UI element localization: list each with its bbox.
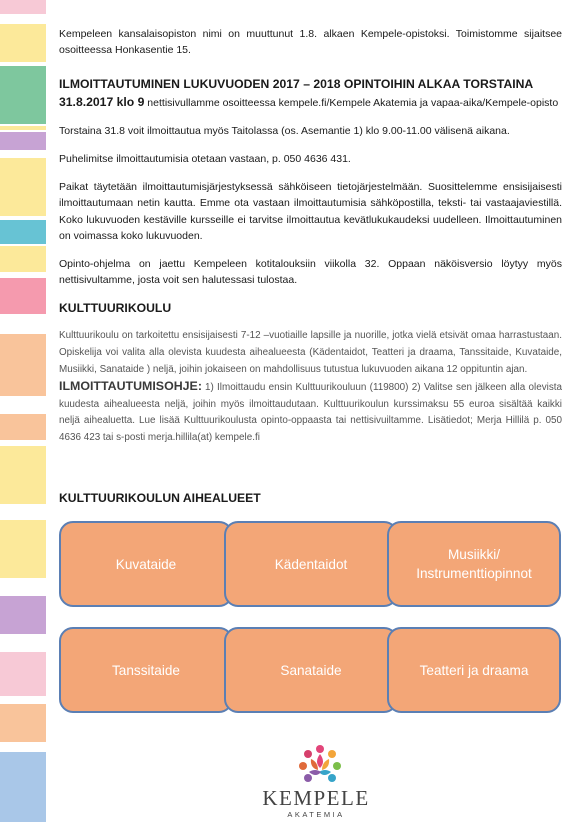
- area-box: Sanataide: [224, 627, 398, 713]
- strip-block: [0, 24, 46, 62]
- registration-url-text: nettisivullamme osoitteessa kempele.fi/Kempele Akatemia ja vapaa-aika/Kempele-opisto: [144, 96, 559, 109]
- programme-paragraph: Opinto-ohjelma on jaettu Kempeleen kotitalouksiin viikolla 32. Oppaan näköisversio löytyy myös nettisivultamme, josta voit sen halutessasi tulostaa.: [59, 258, 562, 287]
- registration-date: 31.8.2017 klo 9: [59, 94, 145, 109]
- instructions-text: 1) Ilmoittaudu ensin Kulttuurikouluun (119800) 2) Valitse sen jälkeen alla olevista kuudesta aihealueesta neljä, joihin myös ilmoittaudutaan. Kulttuurikoulun kurssimaksu 55 euroa sisältää kaikki neljä aihealuetta. Lue lisää Kulttuurikoulusta opinto-oppaasta tai nettisivuiltamme. Lisätiedot; Merja Hillilä p. 050 4636 423 tai s-posti merja.hillila(at) kempele.fi: [59, 382, 562, 443]
- strip-block: [0, 0, 46, 14]
- strip-block: [0, 652, 46, 696]
- registration-date-line: [59, 94, 559, 109]
- taitola-paragraph: Torstaina 31.8 voit ilmoittautua myös Taitolassa (os. Asemantie 1) klo 9.00-11.00 välisenä aikana.: [59, 124, 510, 137]
- instructions-label: ILMOITTAUTUMISOHJE:: [59, 379, 202, 394]
- strip-block: [0, 752, 46, 822]
- strip-block: [0, 132, 46, 150]
- kulttuurikoulu-description: Kulttuurikoulu on tarkoitettu ensisijaisesti 7-12 –vuotiaille lapsille ja nuorille, jotka vielä etsivät omaa harrastustaan. Opiskelija voi valita alla olevista kuudesta aihealueesta (Kädentaidot, Teatteri ja draama, Tanssitaide, Kuvataide, Musiikki, Sanataide ) neljä, joihin jokaiseen on mahdollisuus tutustua lukuvuoden aikana 12 oppituntin ajan.: [59, 330, 562, 375]
- strip-block: [0, 66, 46, 124]
- main-content: [59, 26, 562, 447]
- phone-paragraph: Puhelimitse ilmoittautumisia otetaan vastaan, p. 050 4636 431.: [59, 153, 351, 166]
- strip-block: [0, 246, 46, 272]
- strip-block: [0, 278, 46, 314]
- strip-block: [0, 414, 46, 440]
- strip-block: [0, 126, 46, 130]
- area-box: Kuvataide: [59, 521, 233, 607]
- registration-heading: ILMOITTAUTUMINEN LUKUVUODEN 2017 – 2018 OPINTOIHIN ALKAA TORSTAINA: [59, 77, 534, 92]
- areas-heading: KULTTUURIKOULUN AIHEALUEET: [59, 491, 261, 505]
- logo-name: KEMPELE: [262, 786, 370, 810]
- area-box: Teatteri ja draama: [387, 627, 561, 713]
- strip-block: [0, 704, 46, 742]
- strip-block: [0, 520, 46, 578]
- area-box: Musiikki/ Instrumenttiopinnot: [387, 521, 561, 607]
- strip-block: [0, 158, 46, 216]
- strip-block: [0, 446, 46, 504]
- logo-subtitle: AKATEMIA: [287, 810, 345, 819]
- kulttuurikoulu-heading: KULTTUURIKOULU: [59, 301, 172, 316]
- area-box: Kädentaidot: [224, 521, 398, 607]
- kulttuurikoulu-instructions: [59, 378, 562, 446]
- strip-block: [0, 220, 46, 244]
- decorative-color-strip: [0, 0, 46, 822]
- strip-block: [0, 334, 46, 396]
- intro-paragraph: Kempeleen kansalaisopiston nimi on muuttunut 1.8. alkaen Kempele-opistoksi. Toimistomme sijaitsee osoitteessa Honkasentie 15.: [59, 28, 562, 57]
- strip-block: [0, 596, 46, 634]
- registration-block: [59, 76, 562, 110]
- area-box: Tanssitaide: [59, 627, 233, 713]
- order-paragraph: Paikat täytetään ilmoittautumisjärjestyksessä sähköiseen tietojärjestelmään. Suosittelemme ensisijaisesti ilmoittautumaan netin kautta. Emme ota vastaan ilmoittautumisia sähköpostilla, teksti- tai vastaajaviestillä. Koko lukuvuoden kestäville kursseille ei tarvitse ilmoittautua kevätlukukaudeksi uudelleen. Ilmoittautuminen on voimassa koko lukuvuoden.: [59, 181, 562, 242]
